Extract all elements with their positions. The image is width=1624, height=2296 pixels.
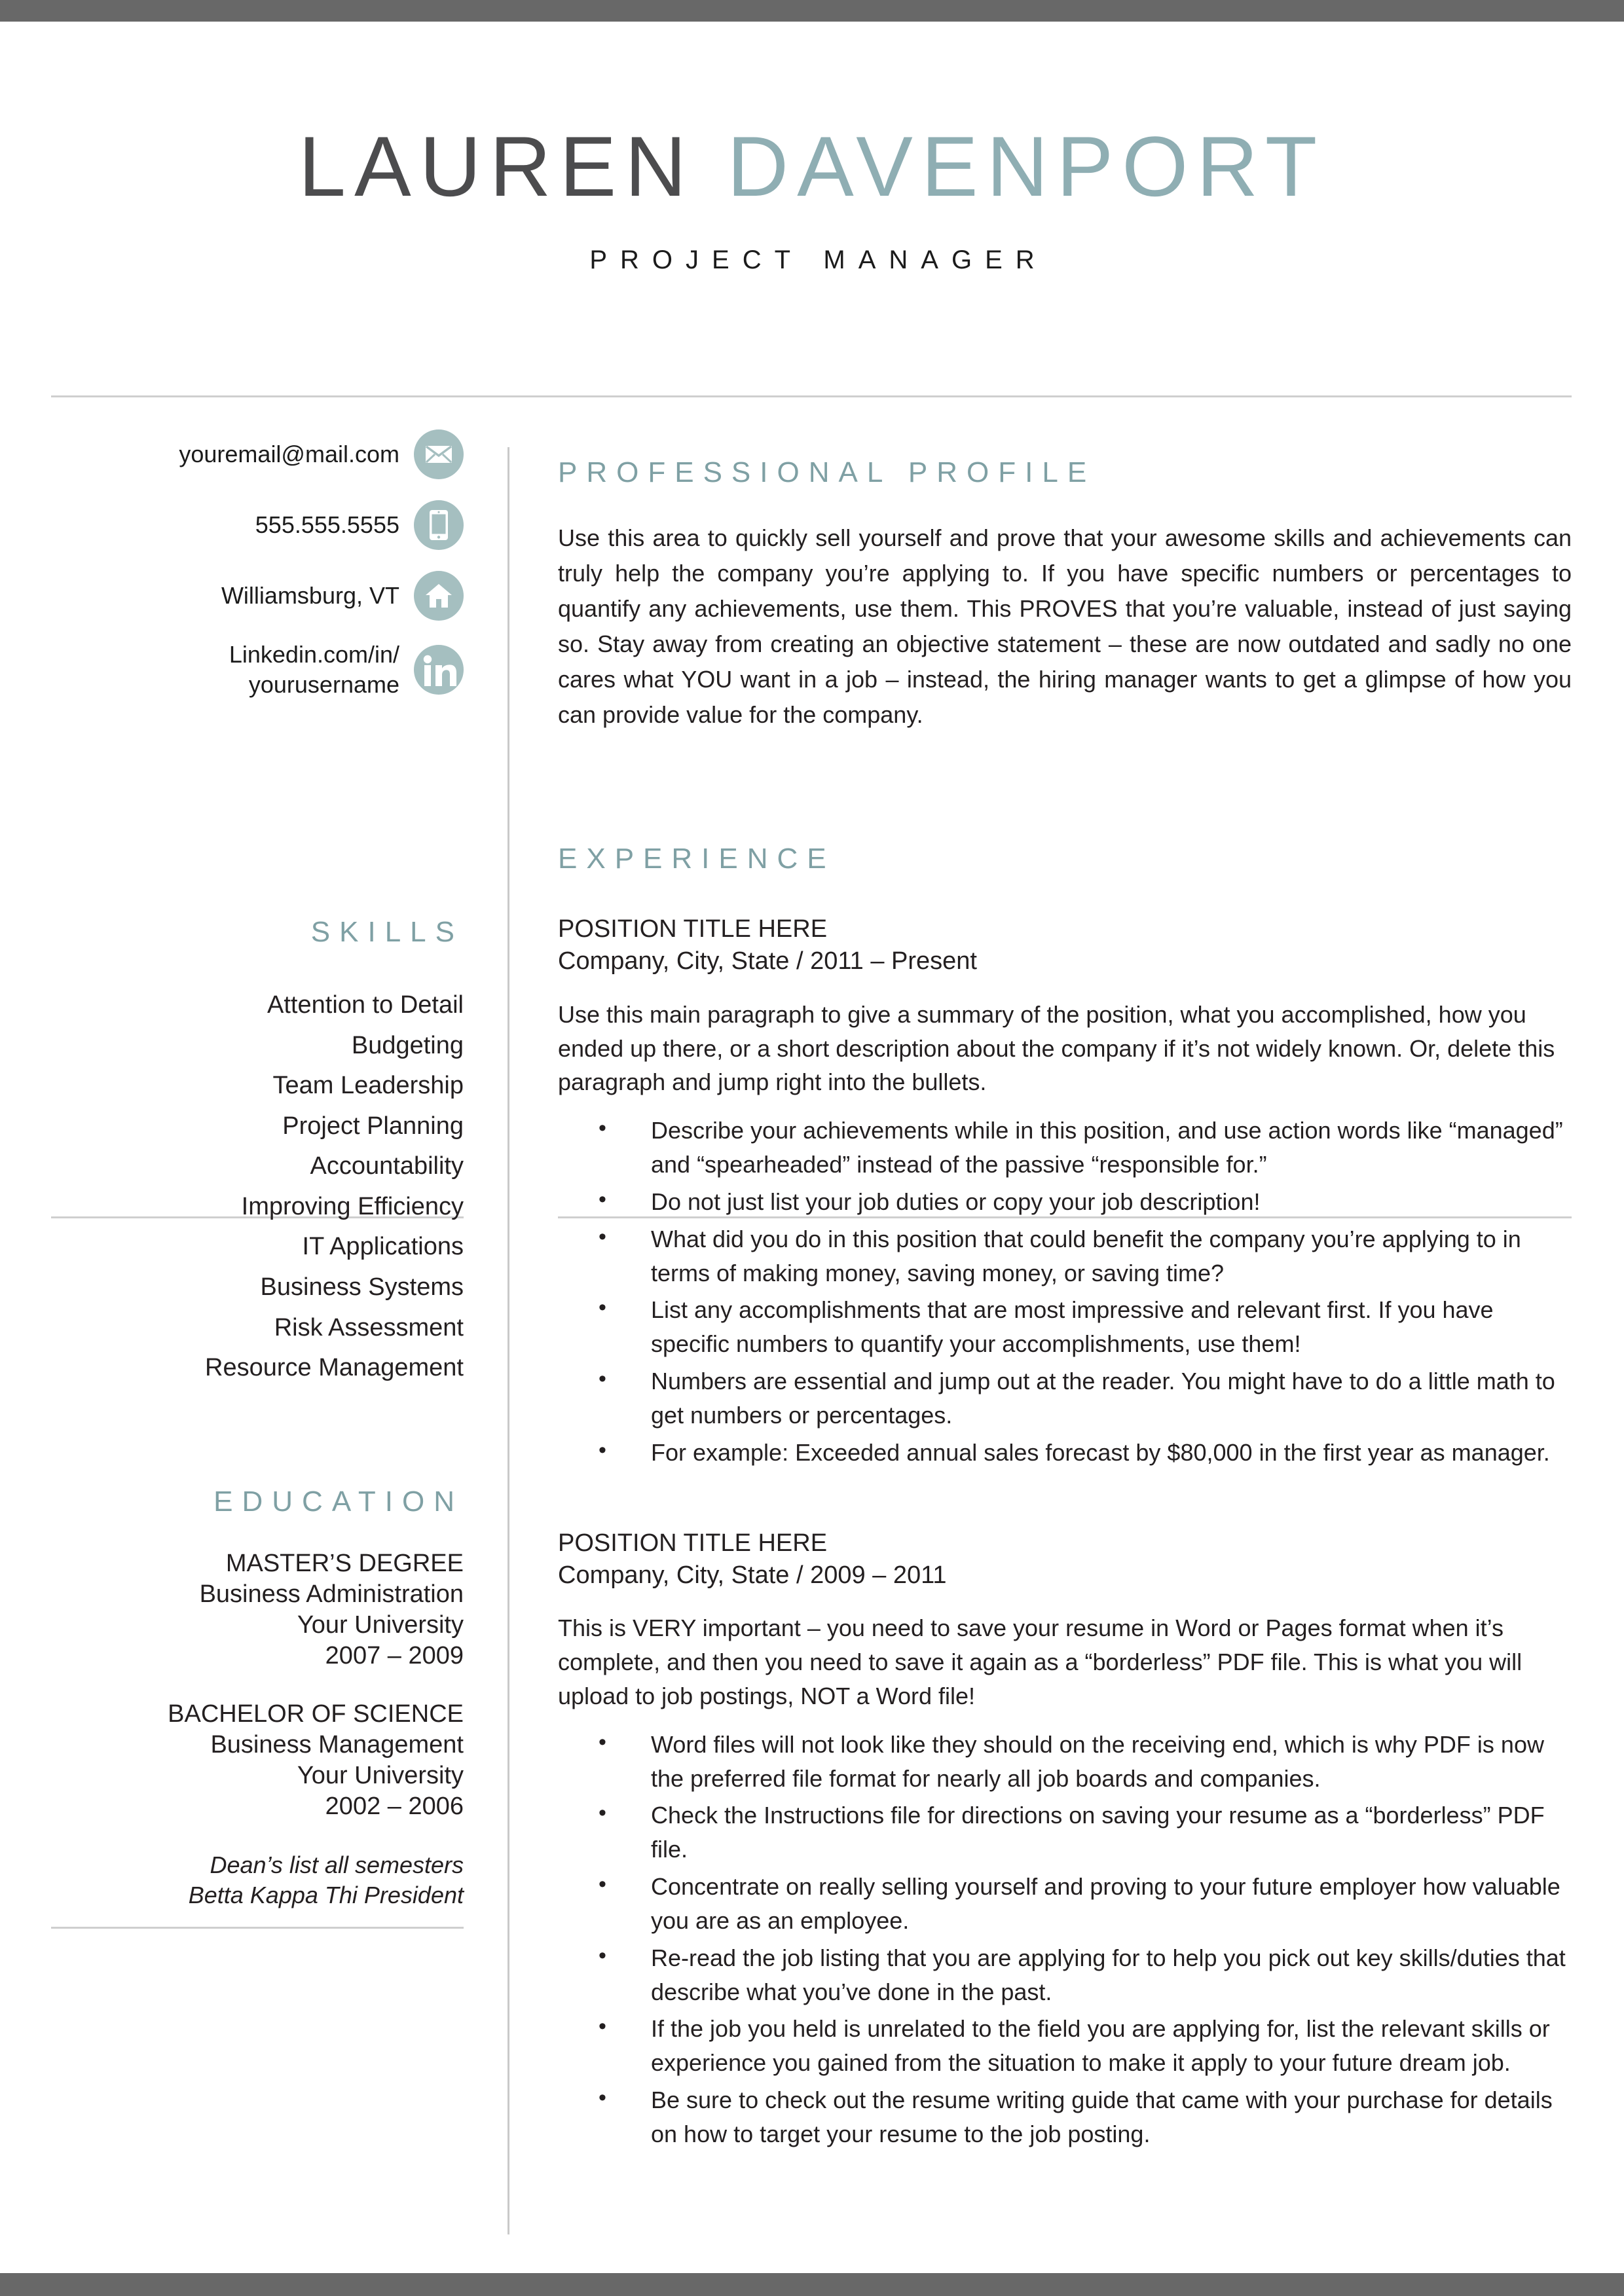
contact-item-linkedin[interactable]: [51, 640, 464, 700]
job-bullet: • Do not just list your job duties or copy your job description!: [558, 1185, 1572, 1219]
main-column: [558, 428, 1572, 2155]
education-spacer: [51, 1671, 464, 1699]
skill-item: Accountability: [310, 1152, 464, 1180]
job-summary-text: This is VERY important – you need to save your resume in Word or Pages format when it’s complete, and then you need to save it again as a “borderless” PDF file. This is what you will upload to job postings, NOT a Word file!: [558, 1614, 1522, 1709]
job-meta-text: Company, City, State / 2011 – Present: [558, 947, 977, 975]
contact-item-location[interactable]: [51, 569, 464, 623]
education-degree: BACHELOR OF SCIENCE: [168, 1700, 464, 1728]
education-field: Business Management: [210, 1731, 464, 1759]
honor-item: Betta Kappa Thi President: [188, 1882, 464, 1909]
education-school: Your University: [297, 1762, 464, 1790]
job-title-text: POSITION TITLE HERE: [558, 1529, 828, 1557]
education-degree: MASTER’S DEGREE: [225, 1549, 464, 1577]
experience-heading: EXPERIENCE: [558, 843, 836, 875]
header-divider: [51, 395, 1572, 397]
last-name: DAVENPORT: [727, 118, 1326, 214]
honors-spacer: [51, 1823, 464, 1850]
contact-location-text: Williamsburg, VT: [221, 581, 399, 609]
top-border-band: [0, 0, 1624, 22]
full-name: [0, 118, 1624, 214]
resume-header: [0, 22, 1624, 275]
job-bullet: • Describe your achievements while in this position, and use action words like “managed” and “spearheaded” instead of the passive “responsible for.”: [558, 1114, 1572, 1182]
profile-text: Use this area to quickly sell yourself and prove that your awesome skills and achievements can truly help the company you’re applying to. If you have specific numbers or percentages to quantify any achievements, use them. This PROVES that you’re valuable, instead of just saying so. Stay away from creating an objective statement – these are now outdated and sadly no one cares what YOU want in a job – instead, the hiring manager wants to get a glimpse of how you can provide value for the company.: [558, 524, 1572, 728]
contact-item-phone[interactable]: [51, 498, 464, 552]
profile-heading: PROFESSIONAL PROFILE: [558, 456, 1096, 488]
job-title-text: POSITION TITLE HERE: [558, 915, 828, 943]
contact-linkedin-text: Linkedin.com/in/ yourusername: [229, 641, 399, 699]
column-divider: [507, 447, 509, 2234]
skill-item: Improving Efficiency: [241, 1192, 464, 1220]
education-years: 2007 – 2009: [325, 1641, 464, 1669]
experience-entry: [558, 913, 1572, 1470]
education-years: 2002 – 2006: [325, 1793, 464, 1821]
skill-item: IT Applications: [302, 1233, 464, 1261]
skill-item: Team Leadership: [272, 1072, 464, 1100]
skills-heading: SKILLS: [310, 916, 464, 949]
home-icon: [414, 571, 464, 621]
contact-email-text: youremail@mail.com: [179, 440, 399, 467]
skills-section: [51, 916, 464, 1388]
contact-list: [51, 428, 464, 700]
skills-list: [51, 985, 464, 1388]
job-bullet: • What did you do in this position that could benefit the company you’re applying to in terms of making money, saving money, or saving time?: [558, 1222, 1572, 1290]
honor-item: Dean’s list all semesters: [210, 1851, 464, 1878]
education-honors: [51, 1850, 464, 1912]
profile-section: [558, 428, 1572, 733]
job-summary-text: Use this main paragraph to give a summary of the position, what you accomplished, how you ended up there, or a short description about the company if it’s not widely known. Or, delete this paragraph and jump right into the bullets.: [558, 1000, 1555, 1096]
job-bullet: • Re-read the job listing that you are applying for to help you pick out key skills/duties that describe what you’ve done in the past.: [558, 1941, 1572, 2009]
job-bullet: • Concentrate on really selling yourself and proving to your future employer how valuable you are as an employee.: [558, 1870, 1572, 1938]
experience-section: [558, 843, 1572, 2151]
job-bullet: • Be sure to check out the resume writing guide that came with your purchase for details on how to target your resume to the job posting.: [558, 2083, 1572, 2151]
skill-item: Resource Management: [205, 1354, 464, 1382]
job-bullet: • Check the Instructions file for directions on saving your resume as a “borderless” PDF file.: [558, 1798, 1572, 1867]
skill-item: Project Planning: [282, 1112, 464, 1140]
education-school: Your University: [297, 1611, 464, 1639]
sidebar-column: [51, 428, 464, 1911]
education-entry: [51, 1548, 464, 1671]
job-meta-text: Company, City, State / 2009 – 2011: [558, 1561, 947, 1589]
education-entry: [51, 1699, 464, 1822]
skill-item: Risk Assessment: [274, 1313, 464, 1341]
envelope-icon: [414, 429, 464, 479]
job-bullet-list: [558, 1728, 1572, 2151]
resume-page: [0, 22, 1624, 2273]
job-bullet: • For example: Exceeded annual sales forecast by $80,000 in the first year as manager.: [558, 1436, 1572, 1470]
education-section: [51, 1485, 464, 1911]
job-bullet-list: [558, 1114, 1572, 1469]
contact-item-email[interactable]: [51, 428, 464, 481]
smartphone-icon: [414, 500, 464, 550]
job-bullet: • List any accomplishments that are most impressive and relevant first. If you have specific numbers to quantify your accomplishments, use them!: [558, 1293, 1572, 1361]
first-name: LAUREN: [298, 118, 695, 214]
job-bullet: • Word files will not look like they should on the receiving end, which is why PDF is now the preferred file format for nearly all job boards and companies.: [558, 1728, 1572, 1796]
skill-item: Attention to Detail: [267, 991, 464, 1019]
job-bullet: • Numbers are essential and jump out at the reader. You might have to do a little math to get numbers or percentages.: [558, 1364, 1572, 1432]
contact-phone-text: 555.555.5555: [255, 511, 399, 538]
education-field: Business Administration: [199, 1580, 464, 1608]
skills-education-divider: [51, 1927, 464, 1929]
skill-item: Budgeting: [351, 1031, 464, 1059]
education-heading: EDUCATION: [213, 1485, 464, 1518]
linkedin-icon: [414, 645, 464, 695]
experience-entry: [558, 1527, 1572, 2151]
job-title: PROJECT MANAGER: [589, 245, 1048, 274]
bottom-border-band: [0, 2273, 1624, 2296]
skill-item: Business Systems: [260, 1273, 464, 1301]
job-bullet: • If the job you held is unrelated to the field you are applying for, list the relevant skills or experience you gained from the situation to make it apply to your future dream job.: [558, 2012, 1572, 2080]
